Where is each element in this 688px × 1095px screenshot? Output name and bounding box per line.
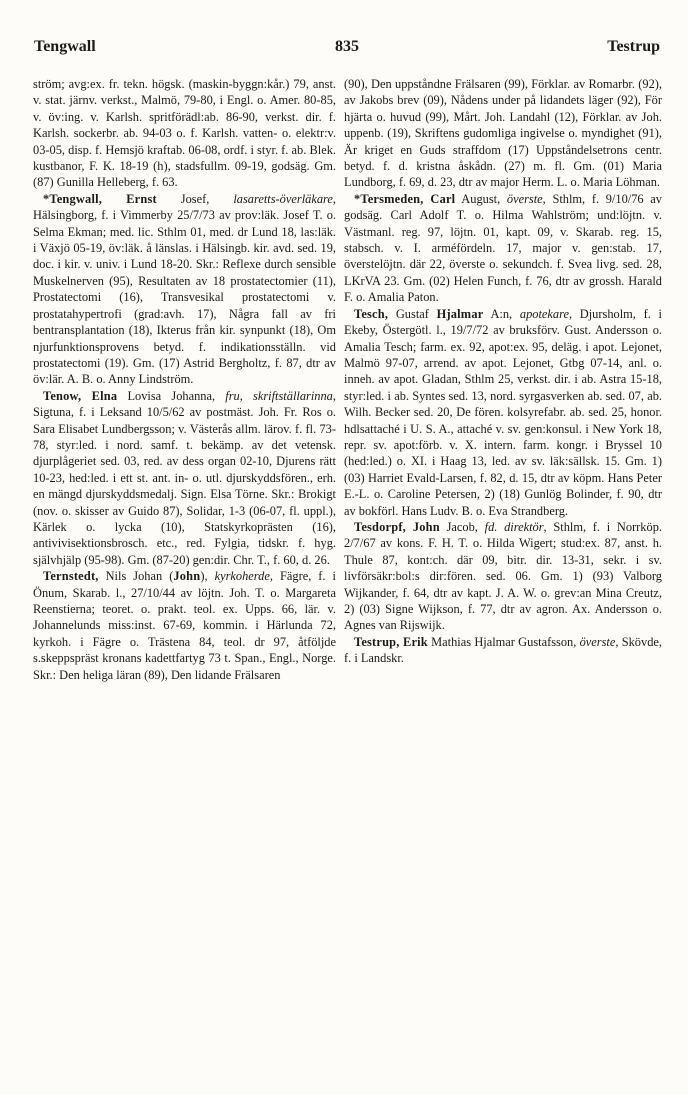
entry-name: Tesdorpf, John <box>354 519 440 534</box>
entry-given-names: Josef, <box>156 191 234 206</box>
entry-name: *Tersmeden, Carl <box>354 191 456 206</box>
entry-title: apotekare <box>519 306 569 321</box>
entry-tersmeden <box>344 191 662 306</box>
entry-given-names: Lovisa Johanna, <box>117 388 226 403</box>
entry-text: , Djursholm, f. i Ekeby, Östergötl. l., 19/7/72 av bruksförv. Gust. Andersson o. Amalia Tesch; farm. ex. 92, apot:ex. 95, deläg. i apot. Lejonet, Malmö 97-07, arrend. av apot. Lejonet, Gtbg 07-14, anl. o. inneh. av apot. Gladan, Sthlm 25, verkst. dir. i ab. Astra 15-18, styr:led. i ab. Syntes sed. 13, nord. syrgasverken ab. sed. 07, ab. Wilh. Becker sed. 20, De fören. kolsyrefabr. ab. sed. 25, honor. hdlsattaché i U. S. A., attaché v. sv. gen:konsul. i New York 18, repr. sv. apot:förb. v. X. intern. farm. kongr. i Bryssel 10 (hed:led.) o. XI. i Haag 13, led. av sv. läk:sällsk. 15. Gm. 1) (03) Harriet Evald-Larsen, f. 82, d. 15, dtr av köpm. Hans Peter E.-L. o. Caroline Petersen, 2) (18) Gunlög Bolinder, f. 90, dtr av bokförl. Hans Ludv. B. o. Eva Strandberg. <box>344 306 662 518</box>
entry-given-names: Nils Johan ( <box>98 569 174 584</box>
entry-text: , Skövde, f. i Landskr. <box>344 634 662 666</box>
entry-title: kyrkoherde <box>214 569 270 584</box>
entry-continuation: ström; avg:ex. fr. tekn. högsk. (maskin-byggn:kår.) 79, anst. v. stat. järnv. verkst., Malmö, 79-80, i Engl. o. Amer. 80-85, v. öv:ing. v. Karlsh. spritförädl:ab. 86-90, verkst. dir. f. Karlsh. sockerbr. ab. 94-03 o. f. Karlsh. vatten- o. elektr:v. 03-05, disp. f. Hemsjö kraftab. 06-08, ordf. i styr. f. ab. Blek. kustbanor, F. K. 18-19 (h), stadsfullm. 09-19, godsäg. Gm. (87) Gunilla Helleberg, f. 63. <box>33 77 336 190</box>
entry-name: *Tengwall, Ernst <box>43 191 157 206</box>
entry-tesch <box>344 306 662 519</box>
entry-call-name: Hjalmar <box>436 306 484 321</box>
entry-name: Ternstedt, <box>43 569 99 584</box>
entry-given-names-end: ), <box>200 569 215 584</box>
page-number: 835 <box>335 38 359 55</box>
entry-tenow <box>33 388 336 568</box>
entry-text: , Fägre, f. i Önum, Skarab. l., 27/10/44 av löjtn. Joh. T. o. Margareta Reenstierna; teoret. o. prakt. teol. ex. Upps. 66, lär. v. Johannelunds miss:inst. 67-69, kommin. i Härlunda 72, kyrkoh. i Fägre o. Trästena 84, teol. dr 97, åtföljde s.skeppspräst kronans kadettfartyg 73 t. Span., Engl., Norge. Skr.: Den heliga läran (89), Den lidande Frälsaren <box>33 569 336 682</box>
entry-title: fd. direktör <box>484 519 544 534</box>
entry-text: , Sthlm, f. 9/10/76 av godsäg. Carl Adolf T. o. Hilma Wahlström; und:löjtn. v. Västmanl. reg. 97, löjtn. 01, kapt. 09, v. Skarab. reg. 15, stabsch. v. I. arméfördeln. 17, major v. gen:stab. 17, överstelöjtn. där 22, överste o. sekundch. f. Svea livg. sed. 28, LKrVA 23. Gm. (02) Helen Funch, f. 76, dtr av grossh. Harald F. o. Amalia Paton. <box>344 191 662 305</box>
entry-ternstedt <box>33 568 336 683</box>
entry-tesdorpf <box>344 519 662 634</box>
header-first-entry: Tengwall <box>34 38 96 55</box>
entry-given-names: August, <box>455 191 507 206</box>
entry-given-names: Gustaf <box>388 306 437 321</box>
header-last-entry: Testrup <box>607 38 660 55</box>
entry-name: Testrup, Erik <box>354 634 428 649</box>
entry-continuation: (90), Den uppståndne Frälsaren (99), Förklar. av Romarbr. (92), av Jakobs brev (09), Nådens under på lidandets läger (92), För hjärta o. huvud (99), Mårt. Joh. Landahl (12), Förklar. av Joh. uppenb. (19), Skriftens gudomliga ingivelse o. myndighet (91), Är kriget en Guds straffdom (17) Uppståndelsetrons centr. betyd. f. d. kristna åskådn. (27) m. fl. Gm. (01) Maria Lundborg, f. 69, d. 23, dtr av major Herm. L. o. Maria Löhman. <box>344 77 662 190</box>
entry-text: , Hälsingborg, f. i Vimmerby 25/7/73 av prov:läk. Josef T. o. Selma Ekman; med. lic. Sthlm 01, med. dr Lund 18, las:läk. i Växjö 05-19, öv:läk. å länslas. i Hälsingb. kir. avd. sed. 19, doc. i kir. v. univ. i Lund 18-20. Skr.: Reflexe durch sensible Muskelnerven (95), Resultaten av 18 prostatectomier (11), Prostatectomi (16), Transvesikal prostatectomi v. prostatahypertrofi (grad:avh. 17), Några fall av fri bentransplantation (18), Ikterus från kir. synpunkt (18), Om njurfunktionsprovens betyd. f. indikationsställn. vid prostatectomi (19). Gm. (17) Astrid Bergholtz, f. 87, dtr av öv:lär. A. B. o. Anny Lindström. <box>33 191 336 387</box>
entry-testrup <box>344 634 662 667</box>
entry-name: Tenow, Elna <box>43 388 118 403</box>
entry-title: överste <box>579 634 616 649</box>
left-column <box>33 76 336 683</box>
entry-title: lasaretts-överläkare <box>233 191 333 206</box>
entry-title: fru, skriftställarinna <box>225 388 333 403</box>
entry-text: , Sthlm, f. i Norrköp. 2/7/67 av kons. F. H. T. o. Hilda Wigert; stud:ex. 87, anst. h. Thule 87, kont:ch. där 09, bitr. dir. 13-31, sekr. i sv. livförsäkr:bol:s dir:fören. sed. 06. Gm. 1) (93) Valborg Wijkander, f. 64, dtr av kapt. J. A. W. o. grev:an Mina Creutz, 2) (03) Signe Wijkson, f. 77, dtr av agron. Ax. Andersson o. Agnes van Rijswijk. <box>344 519 662 633</box>
entry-given-names-end: A:n, <box>483 306 520 321</box>
entry-call-name: John <box>173 569 201 584</box>
entry-given-names: Jacob, <box>439 519 485 534</box>
entry-name: Tesch, <box>354 306 389 321</box>
entry-title: överste <box>506 191 543 206</box>
entry-given-names: Mathias Hjalmar Gustafsson, <box>427 634 580 649</box>
entry-tengwall <box>33 191 336 388</box>
right-column <box>344 76 662 667</box>
page-header <box>34 38 660 64</box>
entry-text: , Sigtuna, f. i Leksand 10/5/62 av postmäst. Joh. Fr. Ros o. Sara Elisabet Lundbergsson; v. Västerås allm. lärov. f. fl. 73-78, styr:led. i nord. samf. t. bekämp. av det vetensk. djurplågeriet sed. 03, red. av dess organ 02-10, Djurens rätt 10-23, hed:led. i ett st. ant. in- o. utl. djurskyddsfören., erh. en mängd djurskyddsmedalj. Sign. Elsa Törne. Skr.: Brokigt (nov. o. skisser av Guido 87), Solidar, 1-3 (06-07, fl. uppl.), Kärlek o. lycka (10), Statskyrkoprästen (16), antivivisektionsbrosch. etc., red. Fylgia, tidskr. f. hyg. självhjälp (95-98). Gm. (87-20) gen:dir. Chr. T., f. 60, d. 26. <box>33 388 336 567</box>
